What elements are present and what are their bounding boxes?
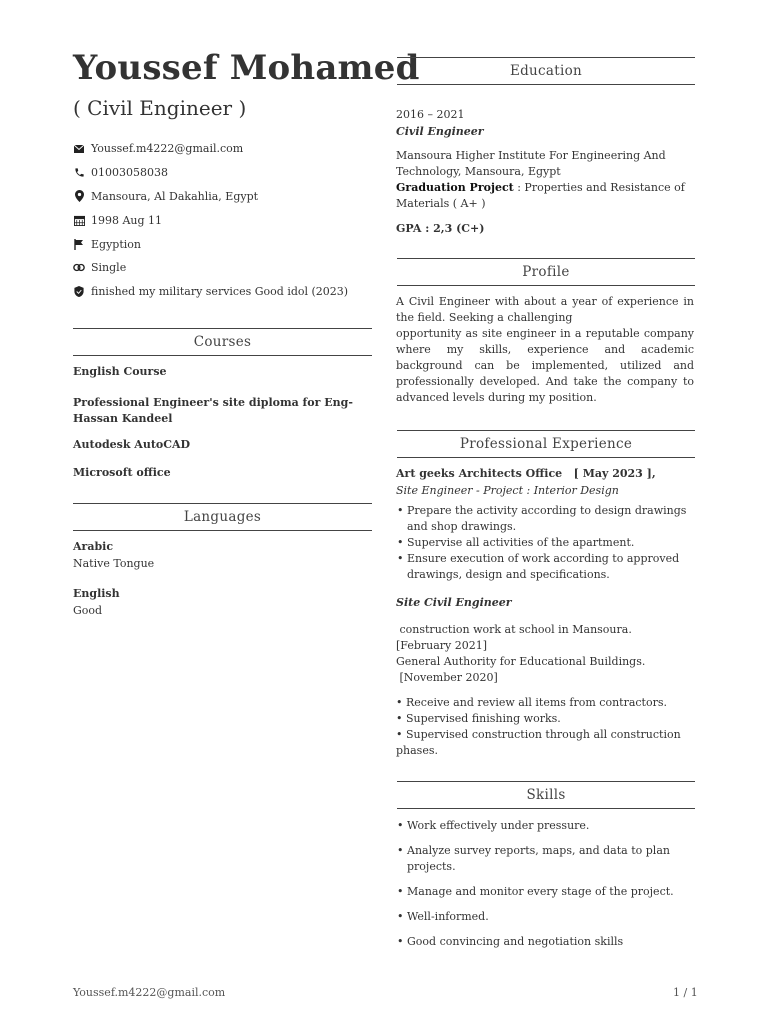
job2-line: [February 2021] — [396, 639, 488, 652]
list-item: • Good convincing and negotiation skills — [396, 934, 694, 950]
job2-duties — [396, 695, 694, 759]
job2-line: General Authority for Educational Buildings. — [396, 655, 646, 668]
contact-military-status — [73, 280, 373, 304]
experience-heading: Professional Experience — [397, 430, 695, 458]
skills-list — [396, 818, 694, 950]
list-item: • Supervised finishing works. — [396, 712, 561, 725]
contact-text: 01003058038 — [91, 166, 168, 180]
education-heading: Education — [397, 57, 695, 85]
profile-text-line1: A Civil Engineer with about a year of experience in the field. Seeking a challenging — [396, 295, 694, 324]
job1-duties — [396, 503, 694, 583]
job2-line: [November 2020] — [396, 671, 498, 684]
contact-text: finished my military services Good idol (2023) — [91, 285, 349, 299]
language-name: Arabic — [73, 540, 114, 553]
graduation-project-label: Graduation Project — [396, 181, 514, 194]
profile-heading: Profile — [397, 258, 695, 286]
contact-text: Egyption — [91, 237, 141, 251]
course-item: Microsoft office — [73, 466, 171, 479]
job2-position: Site Civil Engineer — [396, 596, 512, 609]
education-institution: Mansoura Higher Institute For Engineering And Technology, Mansoura, Egypt — [396, 149, 666, 178]
contact-location — [73, 185, 373, 209]
footer-email: Youssef.m4222@gmail.com — [73, 986, 226, 999]
flag-icon — [73, 238, 85, 250]
list-item: • Analyze survey reports, maps, and data to plan projects. — [396, 843, 694, 875]
job-company: Art geeks Architects Office — [396, 467, 563, 480]
courses-heading: Courses — [73, 328, 372, 356]
contact-marital-status — [73, 256, 373, 280]
contact-text: 1998 Aug 11 — [91, 213, 163, 227]
list-item: • Work effectively under pressure. — [396, 818, 694, 834]
contact-email — [73, 137, 373, 161]
job2-details — [396, 622, 694, 686]
location-pin-icon — [73, 190, 85, 202]
list-item: • Well-informed. — [396, 909, 694, 925]
contact-list — [73, 137, 373, 304]
list-item: • Receive and review all items from contractors. — [396, 696, 667, 709]
contact-text: Mansoura, Al Dakahlia, Egypt — [91, 189, 259, 203]
shield-icon — [73, 286, 85, 298]
course-item: English Course — [73, 365, 167, 378]
list-item: • Supervise all activities of the apartment. — [396, 535, 694, 551]
education-degree: Civil Engineer — [396, 125, 484, 138]
language-level: Native Tongue — [73, 557, 155, 570]
calendar-icon — [73, 214, 85, 226]
education-project — [396, 180, 691, 212]
contact-nationality — [73, 232, 373, 256]
phone-icon — [73, 167, 85, 179]
contact-text: Single — [91, 261, 127, 275]
education-dates: 2016 – 2021 — [396, 108, 465, 121]
job-title-line — [396, 466, 656, 482]
languages-heading: Languages — [73, 503, 372, 531]
graduation-project-text: : Properties and Resistance of Materials ( A+ ) — [396, 181, 685, 210]
skills-heading: Skills — [397, 781, 695, 809]
education-gpa: GPA : 2,3 (C+) — [396, 222, 485, 235]
rings-icon — [73, 262, 85, 274]
contact-birthdate — [73, 208, 373, 232]
list-item: • Manage and monitor every stage of the project. — [396, 884, 694, 900]
list-item: • Prepare the activity according to design drawings and shop drawings. — [396, 503, 694, 535]
course-item: Autodesk AutoCAD — [73, 438, 191, 451]
language-level: Good — [73, 604, 103, 617]
candidate-role: ( Civil Engineer ) — [73, 96, 247, 120]
contact-text: Youssef.m4222@gmail.com — [91, 142, 244, 156]
list-item: • Supervised construction through all construction phases. — [396, 728, 681, 757]
envelope-icon — [73, 143, 85, 155]
contact-phone — [73, 161, 373, 185]
page-number: 1 / 1 — [673, 986, 698, 999]
list-item: • Ensure execution of work according to approved drawings, design and specifications. — [396, 551, 694, 583]
language-name: English — [73, 587, 120, 600]
candidate-name: Youssef Mohamed — [73, 48, 420, 88]
job-position: Site Engineer - Project : Interior Design — [396, 484, 619, 497]
job2-line: construction work at school in Mansoura. — [396, 623, 632, 636]
course-item: Professional Engineer's site diploma for Eng-Hassan Kandeel — [73, 396, 353, 425]
profile-text-body: opportunity as site engineer in a reputable company where my skills, experience and academic background can be implemented, utilized and professionally developed. And take the company to advanced levels during my position. — [396, 327, 694, 404]
job-date: [ May 2023 ], — [573, 467, 656, 480]
